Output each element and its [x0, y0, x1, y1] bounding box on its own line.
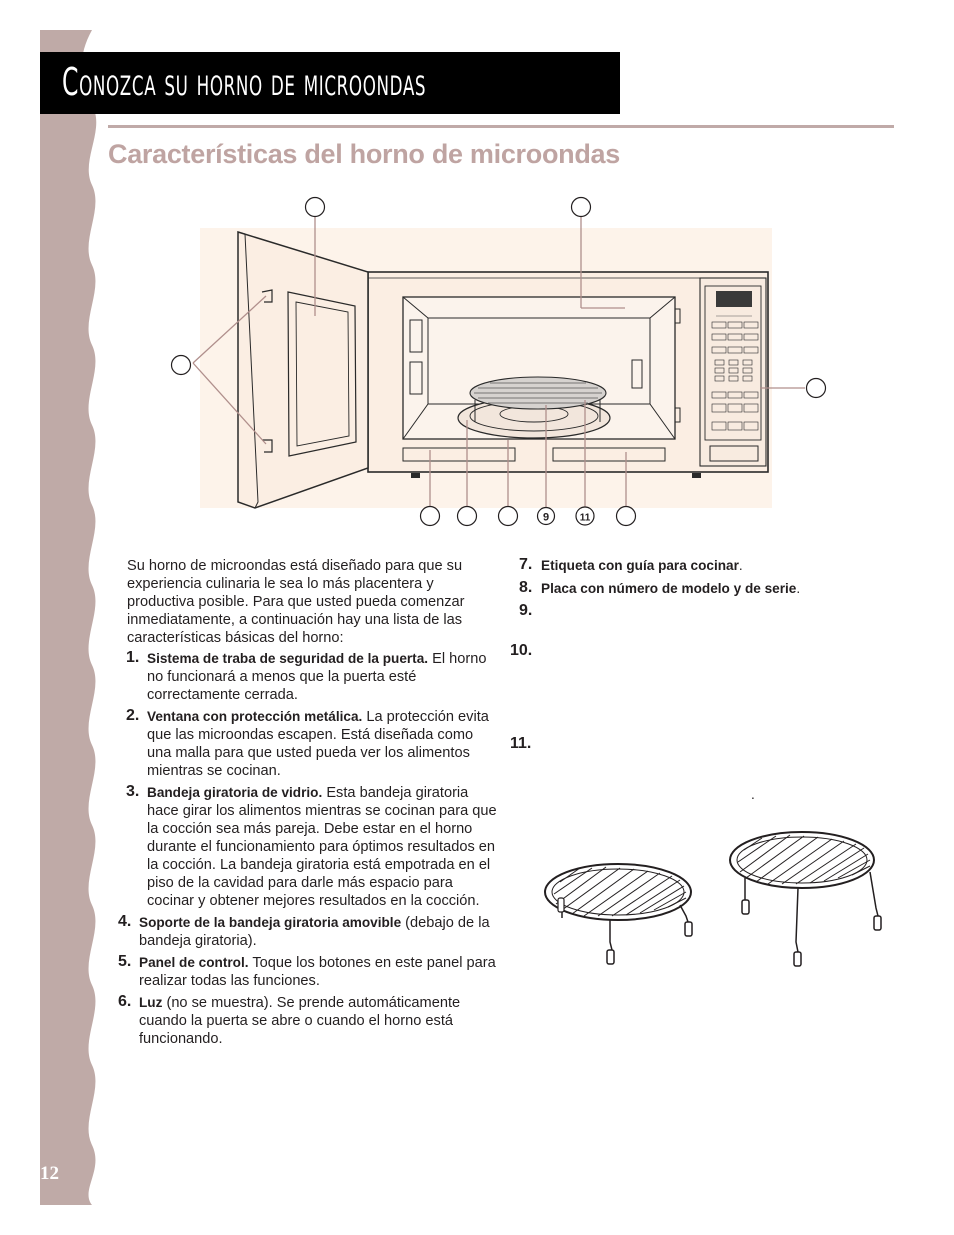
list-item — [118, 914, 498, 950]
item-description: La protección evita que las microondas escapen. Está diseñada como una malla para que usted pueda ver los alimentos mientras se cocinan. — [147, 709, 489, 779]
list-item — [510, 603, 910, 643]
list-item — [118, 650, 498, 704]
list-item — [510, 643, 910, 736]
feature-list-continued — [510, 557, 910, 804]
item-number: 9. — [519, 602, 533, 619]
callout-11-label: 11 — [579, 512, 591, 524]
item-name: Bandeja giratoria de vidrio. — [147, 785, 323, 800]
item-description: Esta bandeja giratoria hace girar los alimentos mientras se cocinan para que la cocción sea más pareja. Debe estar en el horno durante el funcionamiento para óptimos resultados en la cocción. La bandeja giratoria está empotrada en el piso de la cavidad para darle más espacio para cocinar y obtener mejores resultados en la cocción. — [147, 785, 497, 909]
item-description: Toque los botones en este panel para realizar todas las funciones. — [139, 955, 496, 989]
list-item — [510, 736, 910, 786]
item-name: Panel de control. — [139, 955, 249, 970]
item-tail: . — [796, 581, 801, 596]
callout-9-label: 9 — [542, 511, 550, 524]
item-number: 2. — [126, 707, 140, 724]
chapter-title-bar — [40, 52, 620, 114]
item-description: El horno no funcionará a menos que la puerta esté correctamente cerrada. — [147, 651, 487, 703]
list-item — [118, 708, 498, 780]
stray-period — [510, 786, 910, 804]
item-number: 4. — [118, 913, 132, 930]
item-number: 11. — [510, 735, 532, 752]
item-name: Sistema de traba de seguridad de la puerta. — [147, 651, 429, 666]
title-rule — [108, 125, 894, 128]
page-number: 12 — [40, 1163, 59, 1184]
microwave-diagram — [160, 190, 850, 530]
item-description: (debajo de la bandeja giratoria). — [139, 915, 490, 949]
list-item — [118, 994, 498, 1048]
list-item — [510, 557, 910, 580]
item-number: 6. — [118, 993, 132, 1010]
intro-paragraph: Su horno de microondas está diseñado para que su experiencia culinaria le sea lo más placentera y productiva posible. Para que usted pueda comenzar inmediatamente, a continuación hay una lista de las características básicas del horno: — [127, 558, 465, 646]
item-name: Soporte de la bandeja giratoria amovible — [139, 915, 402, 930]
chapter-title: Conozca su horno de microondas — [62, 60, 427, 104]
item-number: 7. — [519, 556, 533, 573]
high-rack — [730, 832, 881, 966]
item-number: 3. — [126, 783, 140, 800]
item-description: (no se muestra). Se prende automáticamente cuando la puerta se abre o cuando el horno está funcionando. — [139, 995, 461, 1047]
item-number: 1. — [126, 649, 140, 666]
item-name: Placa con número de modelo y de serie — [541, 581, 797, 596]
feature-list — [118, 650, 498, 1052]
list-item — [118, 784, 498, 910]
item-tail: . — [738, 558, 743, 573]
section-title: Características del horno de microondas — [108, 139, 620, 169]
list-item — [118, 954, 498, 990]
item-number: 5. — [118, 953, 132, 970]
low-rack — [545, 864, 692, 964]
list-item — [510, 580, 910, 603]
decorative-wave-strip — [0, 0, 100, 1235]
item-number: 8. — [519, 579, 533, 596]
item-name: Ventana con protección metálica. — [147, 709, 363, 724]
item-number: 10. — [510, 642, 533, 659]
item-name: Luz — [139, 995, 163, 1010]
item-name: Etiqueta con guía para cocinar — [541, 558, 739, 573]
stray-period-text: . — [751, 787, 755, 802]
cooking-racks-illustration — [540, 810, 900, 980]
